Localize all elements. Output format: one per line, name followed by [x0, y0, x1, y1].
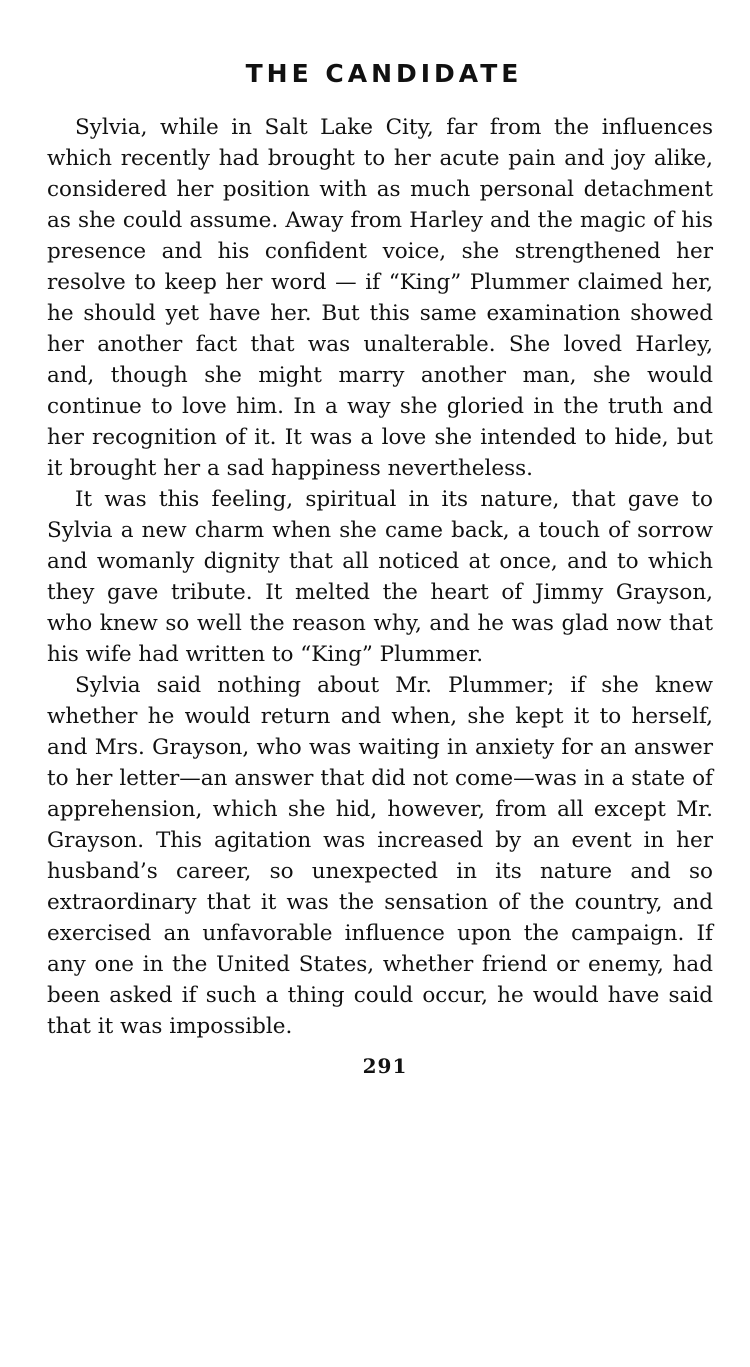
- page-number: 291: [362, 1054, 408, 1078]
- paragraph-2: It was this feeling, spiritual in its nature, that gave to Sylvia a new charm when she came back, a touch of sorrow and womanly dignity that all noticed at once, and to which they gave tribute. It melted the heart of Jimmy Grayson, who knew so well the reason why, and he was glad now that his wife had written to “King” Plummer.: [47, 487, 713, 667]
- book-page: [47, 56, 713, 1078]
- paragraph-1: Sylvia, while in Salt Lake City, far from the influences which recently had brought to her acute pain and joy alike, considered her position with as much personal detachment as she could assume. Away from Harley and the magic of his presence and his confident voice, she strengthened her resolve to keep her word — if “King” Plummer claimed her, he should yet have her. But this same examination showed her another fact that was unalterable. She loved Harley, and, though she might marry another man, she would continue to love him. In a way she gloried in the truth and her recognition of it. It was a love she intended to hide, but it brought her a sad happiness nevertheless.: [47, 115, 713, 481]
- body-text: [47, 112, 713, 1042]
- paragraph-3: Sylvia said nothing about Mr. Plummer; if she knew whether he would return and when, she kept it to herself, and Mrs. Grayson, who was waiting in anxiety for an answer to her letter—an answer that did not come—was in a state of apprehension, which she hid, however, from all except Mr. Grayson. This agitation was increased by an event in her husband’s career, so unexpected in its nature and so extraordinary that it was the sensation of the country, and exercised an unfavorable influence upon the campaign. If any one in the United States, whether friend or enemy, had been asked if such a thing could occur, he would have said that it was impossible.: [47, 673, 713, 1039]
- running-head: THE CANDIDATE: [245, 59, 523, 88]
